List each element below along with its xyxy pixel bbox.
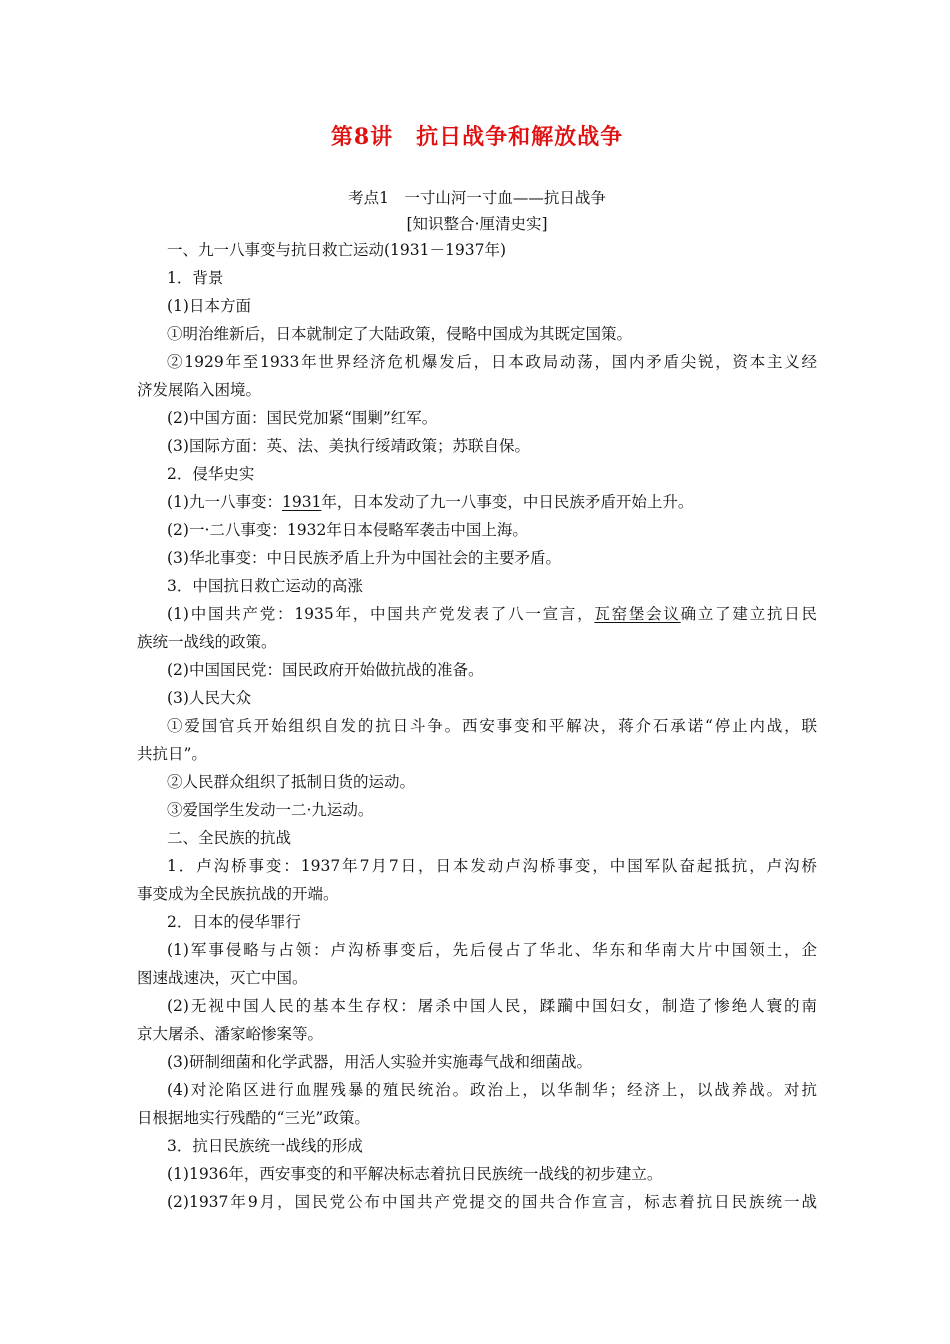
paragraph-line: (2)一·二八事变：1932年日本侵略军袭击中国上海。 [167,521,528,539]
paragraph-line: (2)无视中国人民的基本生存权：屠杀中国人民，蹂躏中国妇女，制造了惨绝人寰的南 [167,997,817,1015]
paragraph-line: 图速战速决，灭亡中国。 [137,969,308,987]
paragraph-line: (3)国际方面：英、法、美执行绥靖政策；苏联自保。 [167,437,530,455]
paragraph-line: ②人民群众组织了抵制日货的运动。 [167,773,416,791]
underlined-text: 瓦窑堡会议 [594,605,681,623]
paragraph-line: 京大屠杀、潘家峪惨案等。 [137,1025,324,1043]
paragraph-line: (4)对沦陷区进行血腥残暴的殖民统治。政治上，以华制华；经济上，以战养战。对抗 [167,1081,817,1099]
heading-1-1-1: (1)日本方面 [167,297,251,315]
paragraph-line: ①爱国官兵开始组织自发的抗日斗争。西安事变和平解决，蒋介石承诺“停止内战，联 [167,717,817,735]
paragraph-line [167,490,693,514]
paragraph-line: (1)军事侵略与占领：卢沟桥事变后，先后侵占了华北、华东和华南大片中国领土，企 [167,941,817,959]
paragraph-line: 日根据地实行残酷的“三光”政策。 [137,1109,370,1127]
paragraph-line: ②1929年至1933年世界经济危机爆发后，日本政局动荡，国内矛盾尖锐，资本主义经 [167,353,817,371]
heading-1-2: 2．侵华史实 [167,465,255,483]
paragraph-line: (2)1937年9月，国民党公布中国共产党提交的国共合作宣言，标志着抗日民族统一战 [167,1193,817,1211]
heading-1: 一、九一八事变与抗日救亡运动(1931－1937年) [167,241,506,259]
paragraph-line: (3)华北事变：中日民族矛盾上升为中国社会的主要矛盾。 [167,549,561,567]
heading-2: 二、全民族的抗战 [167,829,292,847]
section-subtitle: [知识整合·厘清史实] [406,215,548,233]
section-title: 考点1 一寸山河一寸血——抗日战争 [348,189,606,207]
heading-2-2: 2．日本的侵华罪行 [167,913,301,931]
text-run: (1)九一八事变： [167,493,282,511]
text-run: (1)中国共产党：1935年，中国共产党发表了八一宣言， [167,605,595,623]
paragraph-line: ③爱国学生发动一二·九运动。 [167,801,374,819]
heading-2-3: 3．抗日民族统一战线的形成 [167,1137,363,1155]
page-title: 第8讲 抗日战争和解放战争 [330,124,624,150]
paragraph-line: (2)中国国民党：国民政府开始做抗战的准备。 [167,661,484,679]
paragraph-line: 族统一战线的政策。 [137,633,277,651]
paragraph-line: (3)人民大众 [167,689,251,707]
paragraph-line: ①明治维新后，日本就制定了大陆政策，侵略中国成为其既定国策。 [167,325,633,343]
underlined-text: 1931 [281,493,322,511]
paragraph-line: 事变成为全民族抗战的开端。 [137,885,339,903]
text-run: 确立了建立抗日民 [680,605,817,623]
text-run: 年，日本发动了九一八事变，中日民族矛盾开始上升。 [321,493,694,511]
paragraph-line: (1)1936年，西安事变的和平解决标志着抗日民族统一战线的初步建立。 [167,1165,663,1183]
paragraph-line: 共抗日”。 [137,745,207,763]
paragraph-line: 济发展陷入困境。 [137,381,262,399]
paragraph-line: (2)中国方面：国民党加紧“围剿”红军。 [167,409,438,427]
heading-1-3: 3．中国抗日救亡运动的高涨 [167,577,363,595]
paragraph-line: 1．卢沟桥事变：1937年7月7日，日本发动卢沟桥事变，中国军队奋起抵抗，卢沟桥 [167,857,817,875]
paragraph-line [167,602,817,626]
heading-1-1: 1．背景 [167,269,224,287]
paragraph-line: (3)研制细菌和化学武器，用活人实验并实施毒气战和细菌战。 [167,1053,592,1071]
